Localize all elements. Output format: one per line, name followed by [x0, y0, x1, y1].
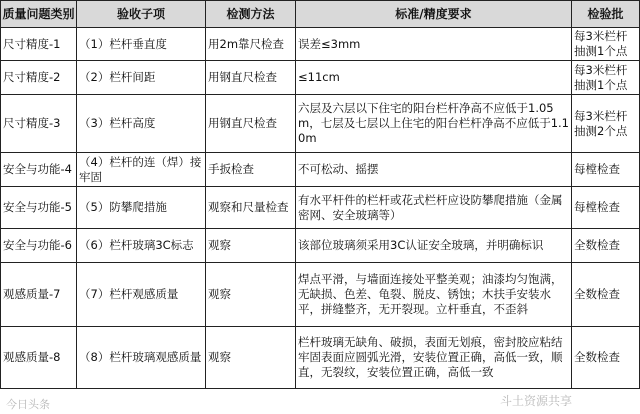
cell-method: 观察 — [206, 263, 296, 327]
cell-batch: 每3米栏杆抽测1个点 — [572, 61, 640, 95]
cell-method: 观察 — [206, 327, 296, 389]
table-row — [1, 263, 640, 327]
cell-item: （2）栏杆间距 — [77, 61, 206, 95]
cell-category: 尺寸精度-1 — [1, 28, 77, 61]
cell-batch: 全数检查 — [572, 327, 640, 389]
cell-category: 安全与功能-5 — [1, 187, 77, 229]
header-category: 质量问题类别 — [1, 1, 77, 28]
cell-standard: 栏杆玻璃无缺角、破损，表面无划痕，密封胶应粘结牢固表面应圆弧光滑，安装位置正确，高低一致，顺直，无裂纹，安装位置正确，高低一致 — [296, 327, 572, 389]
cell-method: 观察 — [206, 229, 296, 263]
cell-standard: 该部位玻璃须采用3C认证安全玻璃，并明确标识 — [296, 229, 572, 263]
table-row — [1, 187, 640, 229]
cell-item: （1）栏杆垂直度 — [77, 28, 206, 61]
cell-batch: 全数检查 — [572, 263, 640, 327]
cell-standard: ≤11cm — [296, 61, 572, 95]
cell-standard: 有水平杆件的栏杆或花式栏杆应设防攀爬措施（金属密网、安全玻璃等） — [296, 187, 572, 229]
cell-item: （7）栏杆观感质量 — [77, 263, 206, 327]
cell-standard: 不可松动、摇摆 — [296, 153, 572, 187]
cell-method: 用钢直尺检查 — [206, 61, 296, 95]
table-row — [1, 95, 640, 153]
header-batch: 检验批 — [572, 1, 640, 28]
table-row — [1, 61, 640, 95]
cell-batch: 每3米栏杆抽测2个点 — [572, 95, 640, 153]
table-row — [1, 153, 640, 187]
table-header-row — [1, 1, 640, 28]
cell-item: （3）栏杆高度 — [77, 95, 206, 153]
cell-batch: 全数检查 — [572, 229, 640, 263]
table-row — [1, 327, 640, 389]
cell-category: 尺寸精度-2 — [1, 61, 77, 95]
cell-standard: 焊点平滑，与墙面连接处平整美观；油漆均匀饱满，无缺损、色差、龟裂、脱皮、锈蚀；木扶手安装水平，拼缝整齐，无开裂现。立杆垂直，不歪斜 — [296, 263, 572, 327]
cell-item: （5）防攀爬措施 — [77, 187, 206, 229]
table-row — [1, 28, 640, 61]
cell-standard: 误差≤3mm — [296, 28, 572, 61]
cell-standard: 六层及六层以下住宅的阳台栏杆净高不应低于1.05m，七层及七层以上住宅的阳台栏杆净高不应低于1.10m — [296, 95, 572, 153]
cell-category: 尺寸精度-3 — [1, 95, 77, 153]
cell-method: 用2m靠尺检查 — [206, 28, 296, 61]
cell-method: 用钢直尺检查 — [206, 95, 296, 153]
cell-batch: 每樘检查 — [572, 153, 640, 187]
cell-category: 安全与功能-4 — [1, 153, 77, 187]
cell-batch: 每3米栏杆抽测1个点 — [572, 28, 640, 61]
cell-method: 手扳检查 — [206, 153, 296, 187]
watermark-right: 斗土资源共享 — [500, 394, 573, 408]
cell-item: （8）栏杆玻璃观感质量 — [77, 327, 206, 389]
cell-item: （6）栏杆玻璃3C标志 — [77, 229, 206, 263]
cell-batch: 每樘检查 — [572, 187, 640, 229]
cell-item: （4）栏杆的连（焊）接牢固 — [77, 153, 206, 187]
watermark-left: 今日头条 — [6, 398, 50, 411]
header-method: 检测方法 — [206, 1, 296, 28]
cell-category: 安全与功能-6 — [1, 229, 77, 263]
header-item: 验收子项 — [77, 1, 206, 28]
cell-category: 观感质量-7 — [1, 263, 77, 327]
cell-method: 观察和尺量检查 — [206, 187, 296, 229]
table-row — [1, 229, 640, 263]
cell-category: 观感质量-8 — [1, 327, 77, 389]
header-standard: 标准/精度要求 — [296, 1, 572, 28]
